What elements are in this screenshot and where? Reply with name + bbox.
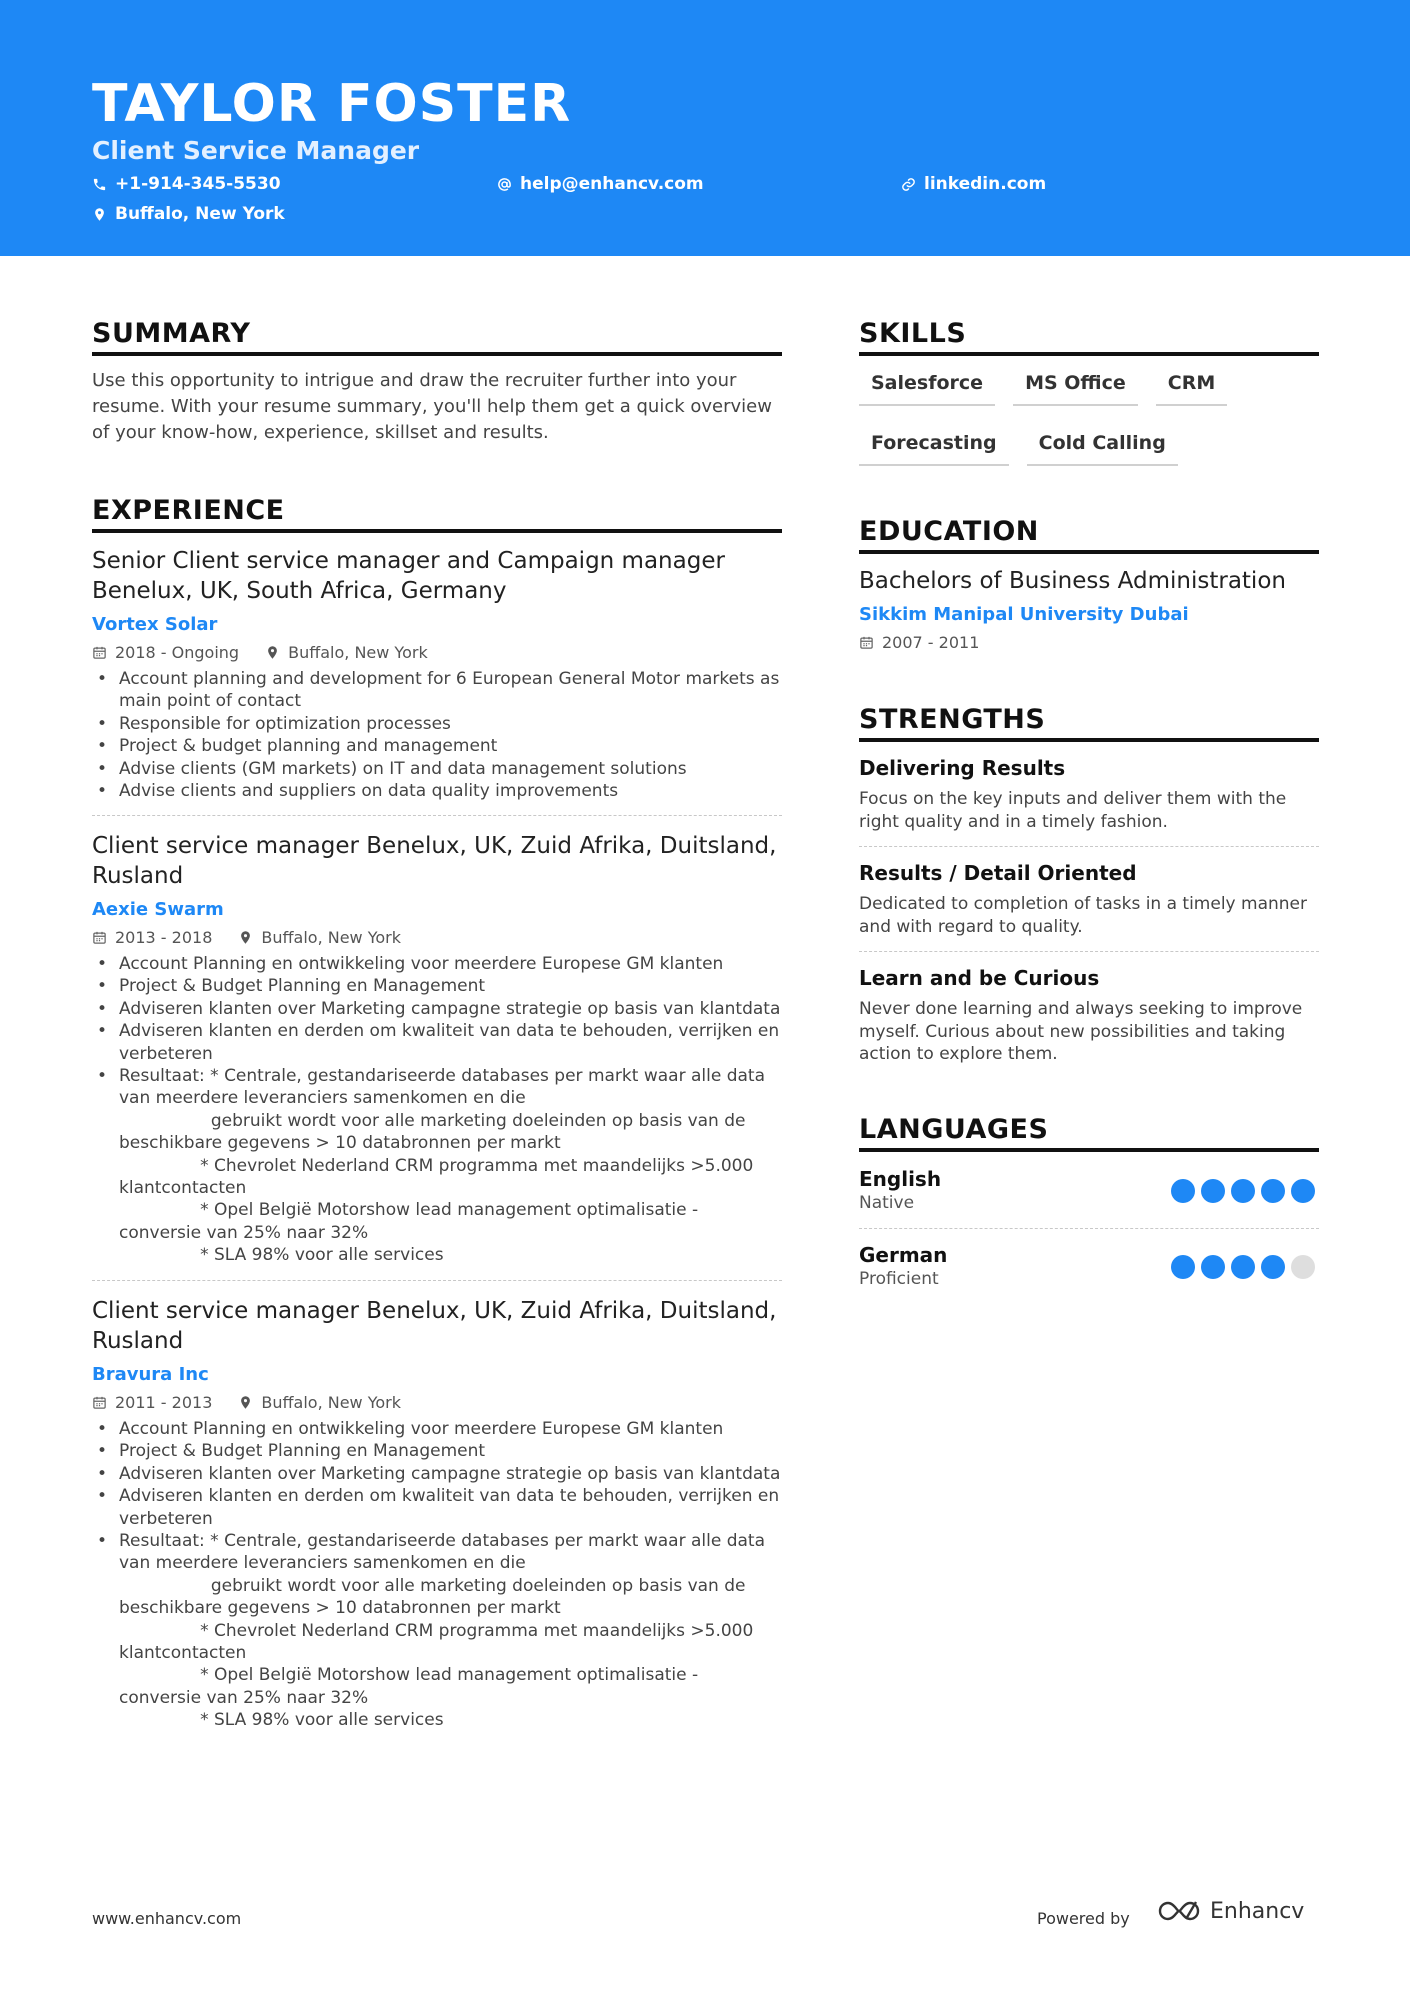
language-item: [859, 1243, 1319, 1289]
entry-divider: [859, 951, 1319, 952]
language-level: Native: [859, 1193, 915, 1213]
job-location-text: Buffalo, New York: [288, 643, 428, 662]
company-name[interactable]: Bravura Inc: [92, 1364, 209, 1385]
bullet-item: • Resultaat: * Centrale, gestandariseerde databases per markt waar alle data van meerdere leveranciers samenkomen en die gebruikt wordt voor alle marketing doeleinden op basis van de beschikbare gegevens > 10 databronnen per markt * Chevrolet Nederland CRM programma met maandelijks >5.000 klantcontacten * Opel België Motorshow lead management optimalisatie - conversie van 25% naar 32% * SLA 98% voor alle services: [92, 1530, 782, 1732]
job-title: Client service manager Benelux, UK, Zuid Afrika, Duitsland, Rusland: [92, 1298, 777, 1354]
linkedin-text: linkedin.com: [924, 174, 1047, 194]
summary-text: Use this opportunity to intrigue and draw the recruiter further into your resume. With your resume summary, you'll help them get a quick overview of your know-how, experience, skillset and results.: [92, 370, 772, 443]
calendar-icon: [92, 930, 107, 945]
education-entry: [859, 566, 1319, 652]
language-name: German: [859, 1243, 948, 1267]
job-dates-text: 2011 - 2013: [115, 1393, 213, 1412]
job-location-text: Buffalo, New York: [261, 928, 402, 947]
rating-dot: [1261, 1255, 1285, 1279]
job-meta: [92, 643, 782, 662]
calendar-icon: [92, 1395, 107, 1410]
bullet-item: • Adviseren klanten over Marketing campagne strategie op basis van klantdata: [92, 998, 782, 1020]
education-dates: [859, 633, 979, 652]
bullet-item: • Project & Budget Planning en Management: [92, 975, 782, 997]
skills-list: [859, 372, 1319, 492]
job-dates: [92, 928, 212, 947]
experience-entry: [92, 546, 785, 802]
language-rating: [1171, 1255, 1315, 1279]
language-level: Proficient: [859, 1269, 939, 1289]
footer-url[interactable]: www.enhancv.com: [92, 1909, 242, 1928]
entry-divider: [859, 1228, 1319, 1229]
skill-tag: MS Office: [1013, 372, 1138, 406]
bullet-item: • Responsible for optimization processes: [92, 713, 782, 735]
skill-tag: Forecasting: [859, 432, 1009, 466]
brand-logo[interactable]: [1156, 1898, 1304, 1924]
job-title: Senior Client service manager and Campaign manager Benelux, UK, South Africa, Germany: [92, 548, 725, 604]
education-heading: EDUCATION: [859, 516, 1319, 554]
strength-title: Learn and be Curious: [859, 966, 1100, 990]
candidate-name: TAYLOR FOSTER: [92, 74, 572, 134]
resume-header: [0, 0, 1410, 256]
skill-tag: CRM: [1156, 372, 1227, 406]
degree: Bachelors of Business Administration: [859, 568, 1286, 594]
bullet-item: • Project & budget planning and management: [92, 735, 782, 757]
link-icon: [901, 177, 916, 192]
strengths-heading: STRENGTHS: [859, 704, 1319, 742]
language-name: English: [859, 1167, 942, 1191]
strength-title: Results / Detail Oriented: [859, 861, 1137, 885]
languages-heading: LANGUAGES: [859, 1114, 1319, 1152]
entry-divider: [92, 815, 782, 816]
experience-entry: [92, 1296, 785, 1732]
strength-item: [859, 861, 1319, 938]
strength-title: Delivering Results: [859, 756, 1066, 780]
bullet-item: • Account Planning en ontwikkeling voor meerdere Europese GM klanten: [92, 953, 782, 975]
bullet-item: • Adviseren klanten en derden om kwaliteit van data te behouden, verrijken en verbeteren: [92, 1020, 782, 1065]
location-pin-icon: [238, 1395, 253, 1410]
candidate-role: Client Service Manager: [92, 136, 420, 165]
enhancv-logo-icon: [1156, 1898, 1202, 1924]
bullet-item: • Advise clients (GM markets) on IT and data management solutions: [92, 758, 782, 780]
location-contact: [92, 204, 285, 224]
job-location-text: Buffalo, New York: [261, 1393, 402, 1412]
rating-dot: [1171, 1179, 1195, 1203]
education-meta: [859, 633, 1319, 652]
linkedin-contact[interactable]: [901, 174, 1046, 194]
bullet-item: • Resultaat: * Centrale, gestandariseerde databases per markt waar alle data van meerdere leveranciers samenkomen en die gebruikt wordt voor alle marketing doeleinden op basis van de beschikbare gegevens > 10 databronnen per markt * Chevrolet Nederland CRM programma met maandelijks >5.000 klantcontacten * Opel België Motorshow lead management optimalisatie - conversie van 25% naar 32% * SLA 98% voor alle services: [92, 1065, 782, 1267]
job-dates: [92, 1393, 212, 1412]
powered-by-label: Powered by: [1037, 1909, 1130, 1928]
strength-item: [859, 966, 1319, 1066]
rating-dot: [1231, 1255, 1255, 1279]
entry-divider: [92, 1280, 782, 1281]
job-dates-text: 2013 - 2018: [115, 928, 213, 947]
company-name[interactable]: Vortex Solar: [92, 614, 218, 635]
skills-row: [859, 372, 1319, 406]
job-location: [238, 928, 401, 947]
location-pin-icon: [238, 930, 253, 945]
school-name[interactable]: Sikkim Manipal University Dubai: [859, 604, 1189, 625]
skills-heading: SKILLS: [859, 318, 1319, 356]
strength-description: Never done learning and always seeking to improve myself. Curious about new possibilities and taking action to explore them.: [859, 999, 1303, 1064]
job-location: [265, 643, 428, 662]
language-item: [859, 1167, 1319, 1213]
email-text: help@enhancv.com: [520, 174, 704, 194]
bullet-item: • Project & Budget Planning en Management: [92, 1440, 782, 1462]
entry-divider: [859, 846, 1319, 847]
phone-text: +1-914-345-5530: [115, 174, 281, 194]
experience-heading: EXPERIENCE: [92, 495, 782, 533]
experience-entry: [92, 831, 785, 1267]
job-bullets: [92, 1418, 785, 1732]
rating-dot: [1291, 1179, 1315, 1203]
education-dates-text: 2007 - 2011: [882, 633, 980, 652]
email-contact[interactable]: [497, 174, 704, 194]
skill-tag: Cold Calling: [1027, 432, 1178, 466]
rating-dot: [1261, 1179, 1285, 1203]
job-meta: [92, 1393, 782, 1412]
bullet-item: • Account Planning en ontwikkeling voor meerdere Europese GM klanten: [92, 1418, 782, 1440]
calendar-icon: [92, 645, 107, 660]
strength-item: [859, 756, 1319, 833]
bullet-item: • Advise clients and suppliers on data quality improvements: [92, 780, 782, 802]
job-bullets: [92, 953, 785, 1267]
skills-row: [859, 432, 1319, 466]
at-icon: [497, 177, 512, 192]
rating-dot: [1231, 1179, 1255, 1203]
phone-contact[interactable]: [92, 174, 281, 194]
rating-dot: [1201, 1255, 1225, 1279]
skill-tag: Salesforce: [859, 372, 995, 406]
strength-description: Dedicated to completion of tasks in a timely manner and with regard to quality.: [859, 894, 1307, 937]
bullet-item: • Account planning and development for 6 European General Motor markets as main point of contact: [92, 668, 782, 713]
calendar-icon: [859, 635, 874, 650]
job-title: Client service manager Benelux, UK, Zuid Afrika, Duitsland, Rusland: [92, 833, 777, 889]
rating-dot: [1171, 1255, 1195, 1279]
brand-name: Enhancv: [1210, 1898, 1305, 1924]
company-name[interactable]: Aexie Swarm: [92, 899, 224, 920]
location-pin-icon: [265, 645, 280, 660]
bullet-item: • Adviseren klanten en derden om kwaliteit van data te behouden, verrijken en verbeteren: [92, 1485, 782, 1530]
phone-icon: [92, 177, 107, 192]
location-text: Buffalo, New York: [115, 204, 285, 224]
rating-dot: [1201, 1179, 1225, 1203]
job-meta: [92, 928, 782, 947]
language-rating: [1171, 1179, 1315, 1203]
job-location: [238, 1393, 401, 1412]
job-dates: [92, 643, 239, 662]
rating-dot: [1291, 1255, 1315, 1279]
summary-heading: SUMMARY: [92, 318, 782, 356]
job-dates-text: 2018 - Ongoing: [115, 643, 240, 662]
bullet-item: • Adviseren klanten over Marketing campagne strategie op basis van klantdata: [92, 1463, 782, 1485]
job-bullets: [92, 668, 785, 802]
strength-description: Focus on the key inputs and deliver them with the right quality and in a timely fashion.: [859, 789, 1287, 832]
location-pin-icon: [92, 207, 107, 222]
